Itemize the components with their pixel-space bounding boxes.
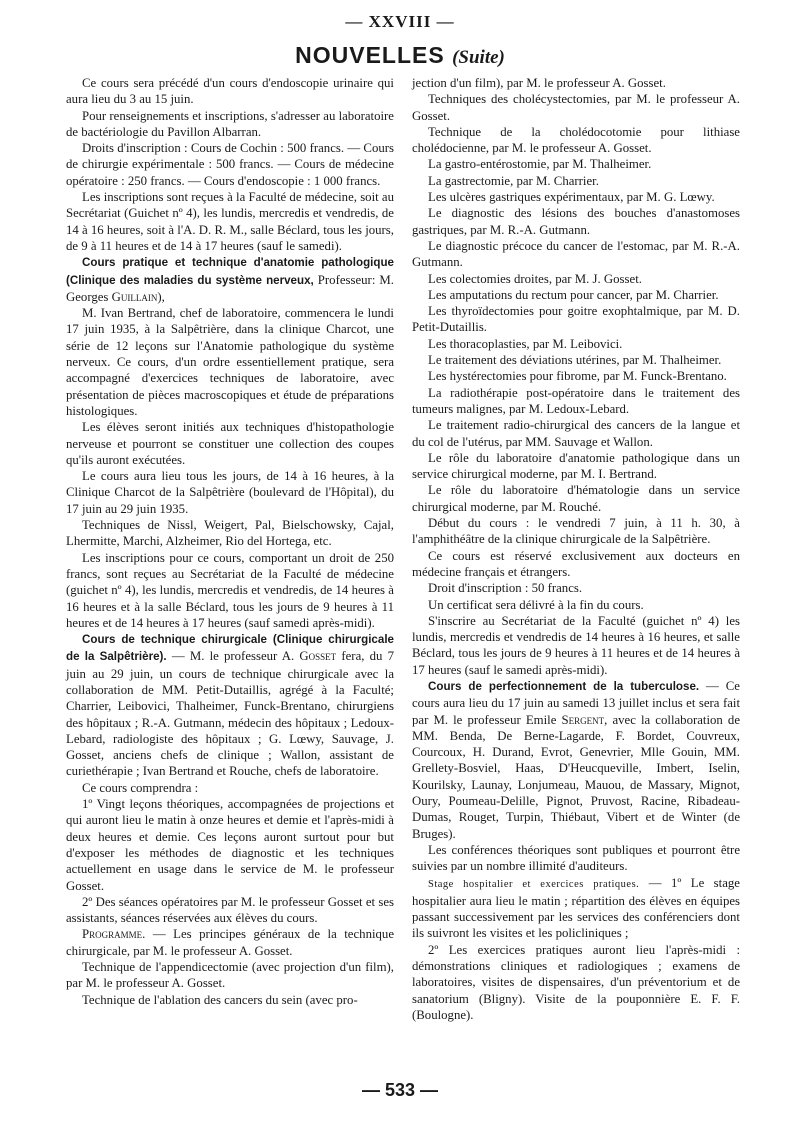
section-title: [0, 42, 800, 69]
paragraph: Ce cours comprendra :: [82, 780, 199, 795]
paragraph: 2º Des séances opératoires par M. le professeur Gosset et ses assistants, séances réservées aux élèves du cours.: [66, 894, 394, 926]
program-item: Les ulcères gastriques expérimentaux, par M. G. Lœwy.: [428, 190, 715, 205]
course-announcement: [66, 631, 394, 780]
program-item: Les hystérectomies pour fibrome, par M. Funck-Brentano.: [428, 369, 727, 384]
program-item: La radiothérapie post-opératoire dans le traitement des tumeurs malignes, par M. Ledoux-Lebard.: [412, 385, 740, 416]
paragraph: Droits d'inscription : Cours de Cochin : 500 francs. — Cours de chirurgie expérimentale : 500 francs. — Cours de médecine opératoire : 250 francs. — Cours d'endoscopie : 1 000 francs.: [66, 141, 394, 188]
paragraph: Début du cours : le vendredi 7 juin, à 11 h. 30, à l'amphithéâtre de la clinique chirurgicale de la Salpêtrière.: [412, 516, 740, 547]
paragraph: M. Ivan Bertrand, chef de laboratoire, commencera le lundi 17 juin 1935, à la Salpêtrière, dans la clinique Charcot, une série de 12 leçons sur l'Anatomie pathologique du système nerveux. Ce cours, d'un ordre essentiellement pratique, sera accompagné d'exercices techniques de laboratoire, avec présentation de pièces macroscopiques et étude de préparations histologiques.: [66, 306, 394, 418]
program-item: Techniques des cholécystectomies, par M. le professeur A. Gosset.: [412, 92, 740, 123]
program-item: La gastrectomie, par M. Charrier.: [428, 173, 599, 188]
program-item: Le diagnostic précoce du cancer de l'estomac, par M. R.-A. Gutmann.: [412, 238, 740, 270]
program-item: Les amputations du rectum pour cancer, par M. Charrier.: [428, 287, 719, 302]
paragraph: Ce cours sera précédé d'un cours d'endoscopie urinaire qui aura lieu du 3 au 15 juin.: [66, 76, 394, 107]
program-item: Les colectomies droites, par M. J. Gosset.: [428, 271, 642, 286]
course-text-end: ),: [157, 289, 165, 304]
paragraph: 1º Vingt leçons théoriques, accompagnées de projections et qui auront lieu le matin à onze heures et demie et l'après-midi à deux heures et demie. Ces leçons auront surtout pour but d'exposer les méthodes de diagnostic et les techniques actuellement en usage dans le service de M. le professeur Gosset.: [66, 797, 394, 893]
course-text-end: , avec la collaboration de MM. Benda, De Berne-Lagarde, F. Bordet, Couvreux, Courcoux, H. Durand, Evrot, Genevrier, Mlle Gouin, MM. Grellety-Bosviel, Haas, D'Heucqueville, Imbert, Iselin, Kourilsky, Launay, Lonjumeau, Mauou, de Massary, Mignot, Oury, Poumeau-Delille, Pignot, Pruvost, Racine, Ribadeau-Dumas, Rouget, Turpin, Thiébaut, Vibert et de Winter (de Bruges).: [412, 712, 741, 841]
course-announcement: [412, 678, 740, 842]
paragraph: Les conférences théoriques sont publiques et pourront être suivies par un nombre illimité d'auditeurs.: [412, 842, 740, 874]
paragraph: Un certificat sera délivré à la fin du cours.: [428, 597, 644, 612]
program-item: Le diagnostic des lésions des bouches d'anastomoses gastriques, par M. R.-A. Gutmann.: [412, 206, 740, 237]
title-text: NOUVELLES: [295, 42, 445, 68]
paragraph: Les inscriptions sont reçues à la Faculté de médecine, soit au Secrétariat (Guichet nº 4), les lundis, mercredis et vendredis, de 14 à 16 heures, soit à l'A. D. R. M., salle Béclard, tous les jours, de 9 à 11 heures et de 14 à 17 heures (sauf le samedi).: [66, 190, 394, 253]
stage-label: Stage hospitalier et exercices pratiques.: [428, 878, 640, 890]
program-item: Les thoracoplasties, par M. Leibovici.: [428, 336, 623, 351]
stage-text: — 1º Le stage hospitalier aura lieu le matin ; répartition des élèves en équipes passant successivement par les services des conférenciers dont ils suivront les visites et les policliniques ;: [412, 875, 740, 941]
program-item: Technique de la cholédocotomie pour lithiase cholédocienne, par M. le professeur A. Gosset.: [412, 124, 740, 156]
course-text-end: fera, du 7 juin au 29 juin, un cours de technique chirurgicale avec la collaboration de MM. Petit-Dutaillis, agrégé à la Faculté; Charrier, Leibovici, Thalheimer, Funck-Brentano, chirurgiens des hôpitaux ; R.-A. Gutmann, médecin des hôpitaux ; Ledoux-Lebard, radiologiste des hôpitaux ; G. Lœwy, Sauvage, J. Gosset, anciens chefs de clinique ; Wallon, assistant de curiethérapie ; Ivan Bertrand et Rouche, chefs de laboratoire.: [66, 649, 395, 779]
professor-name: Guillain: [111, 289, 158, 304]
paragraph: Le cours aura lieu tous les jours, de 14 à 16 heures, à la Clinique Charcot de la Salpêtrière (boulevard de l'Hôpital), du 17 juin au 29 juin 1935.: [66, 469, 394, 516]
program-item: Le rôle du laboratoire d'hématologie dans un service chirurgical moderne, par M. Rouché.: [412, 483, 740, 514]
program-item: La gastro-entérostomie, par M. Thalheimer.: [428, 157, 652, 172]
course-text: — M. le professeur A.: [166, 649, 300, 664]
paragraph: 2º Les exercices pratiques auront lieu l'après-midi : démonstrations cliniques et radiologiques ; examens de laboratoires, visites de dispensaires, d'un préventorium et de sanatorium (Bligny). Visite de la pouponnière E. F. F. (Boulogne).: [412, 942, 740, 1022]
paragraph: Techniques de Nissl, Weigert, Pal, Bielschowsky, Cajal, Lhermitte, Marchi, Alzheimer, Rio del Hortega, etc.: [66, 518, 394, 549]
professor-name: Gosset: [299, 649, 337, 664]
program-paragraph: [66, 926, 394, 959]
professor-name: Sergent: [561, 712, 605, 727]
paragraph: Droit d'inscription : 50 francs.: [428, 581, 583, 596]
course-heading: Cours de technique chirurgicale (Clinique chirurgicale de la Salpêtrière).: [66, 633, 394, 664]
program-item: Les thyroïdectomies pour goitre exophtalmique, par M. D. Petit-Dutaillis.: [412, 304, 740, 335]
paragraph-continued: jection d'un film), par M. le professeur A. Gosset.: [412, 76, 666, 90]
paragraph: S'inscrire au Secrétariat de la Faculté (guichet nº 4) les lundis, mercredis et vendredis de 14 heures à 16 heures, et salle Béclard, tous les jours de 9 heures à 11 heures et de 14 heures à 17 heures (sauf le samedi après-midi).: [412, 613, 740, 677]
paragraph: Les inscriptions pour ce cours, comportant un droit de 250 francs, sont reçues au Secrétariat de la Faculté de médecine (guichet nº 4), les lundis, mercredis et vendredis, de 14 heures à 16 heures et à la salle Béclard, tous les jours de 9 heures à 11 heures et de 14 heures à 17 heures (sauf samedi après-midi).: [66, 550, 394, 630]
stage-paragraph: [412, 875, 740, 942]
program-item: Le rôle du laboratoire d'anatomie pathologique dans un service chirurgical moderne, par M. I. Bertrand.: [412, 450, 740, 482]
program-item: Le traitement radio-chirurgical des cancers de la langue et du col de l'utérus, par MM. Sauvage et Wallon.: [412, 418, 740, 449]
title-suffix: (Suite): [452, 47, 505, 68]
course-heading: Cours de perfectionnement de la tuberculose.: [428, 679, 700, 693]
program-item: Le traitement des déviations utérines, par M. Thalheimer.: [428, 353, 722, 368]
right-column: [412, 75, 740, 1023]
course-text: — Ce cours aura lieu du 17 juin au samedi 13 juillet inclus et sera fait par M. le professeur Emile: [412, 678, 740, 727]
paragraph: Ce cours est réservé exclusivement aux docteurs en médecine français et étrangers.: [412, 548, 740, 579]
page-number: — 533 —: [361, 1080, 439, 1100]
course-announcement: [66, 254, 394, 305]
paragraph: Pour renseignements et inscriptions, s'adresser au laboratoire de bactériologie du Pavillon Albarran.: [66, 108, 394, 139]
left-column: [66, 75, 394, 1008]
paragraph: Technique de l'appendicectomie (avec projection d'un film), par M. le professeur A. Gosset.: [66, 960, 394, 991]
paragraph: Technique de l'ablation des cancers du sein (avec pro-: [82, 992, 358, 1007]
program-label: Programme.: [82, 927, 146, 942]
roman-folio: — XXVIII —: [345, 12, 455, 31]
course-text: Professeur: M. Georges: [66, 272, 394, 304]
paragraph: Les élèves seront initiés aux techniques d'histopathologie nerveuse et pourront se constituer une collection des coupes qu'ils auront exécutées.: [66, 420, 394, 467]
course-heading: Cours pratique et technique d'anatomie pathologique (Clinique des maladies du système nerveux,: [66, 256, 394, 287]
program-text: — Les principes généraux de la technique chirurgicale, par M. le professeur A. Gosset.: [66, 927, 394, 958]
